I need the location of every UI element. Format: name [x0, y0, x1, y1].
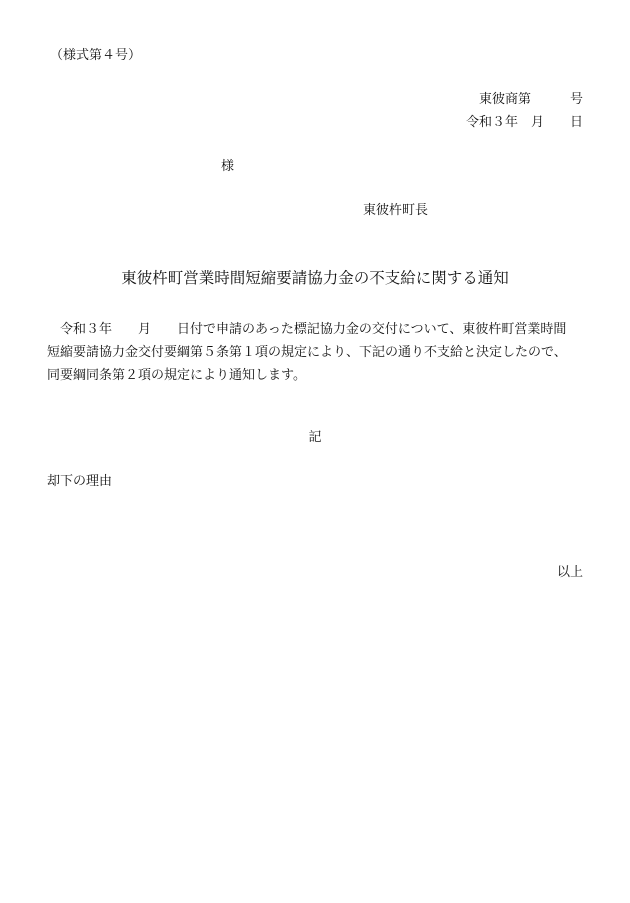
- rejection-reason-label: 却下の理由: [47, 474, 113, 489]
- sender-name: 東彼杵町長: [363, 203, 429, 218]
- ki-heading: 記: [308, 430, 322, 445]
- body-line: 短縮要請協力金交付要綱第５条第１項の規定により、下記の通り不支給と決定したので、: [47, 345, 567, 360]
- body-paragraph: [47, 318, 587, 387]
- document-date: 令和３年 月 日: [465, 115, 583, 130]
- document-number: 東彼商第 号: [478, 92, 583, 107]
- addressee-honorific: 様: [221, 159, 235, 174]
- body-line: 令和３年 月 日付で申請のあった標記協力金の交付について、東彼杵町営業時間: [47, 322, 567, 337]
- closing-mark: 以上: [556, 565, 583, 580]
- form-number: （様式第４号）: [50, 48, 142, 63]
- document-title: 東彼杵町営業時間短縮要請協力金の不支給に関する通知: [121, 269, 509, 287]
- body-line: 同要綱同条第２項の規定により通知します。: [47, 368, 306, 383]
